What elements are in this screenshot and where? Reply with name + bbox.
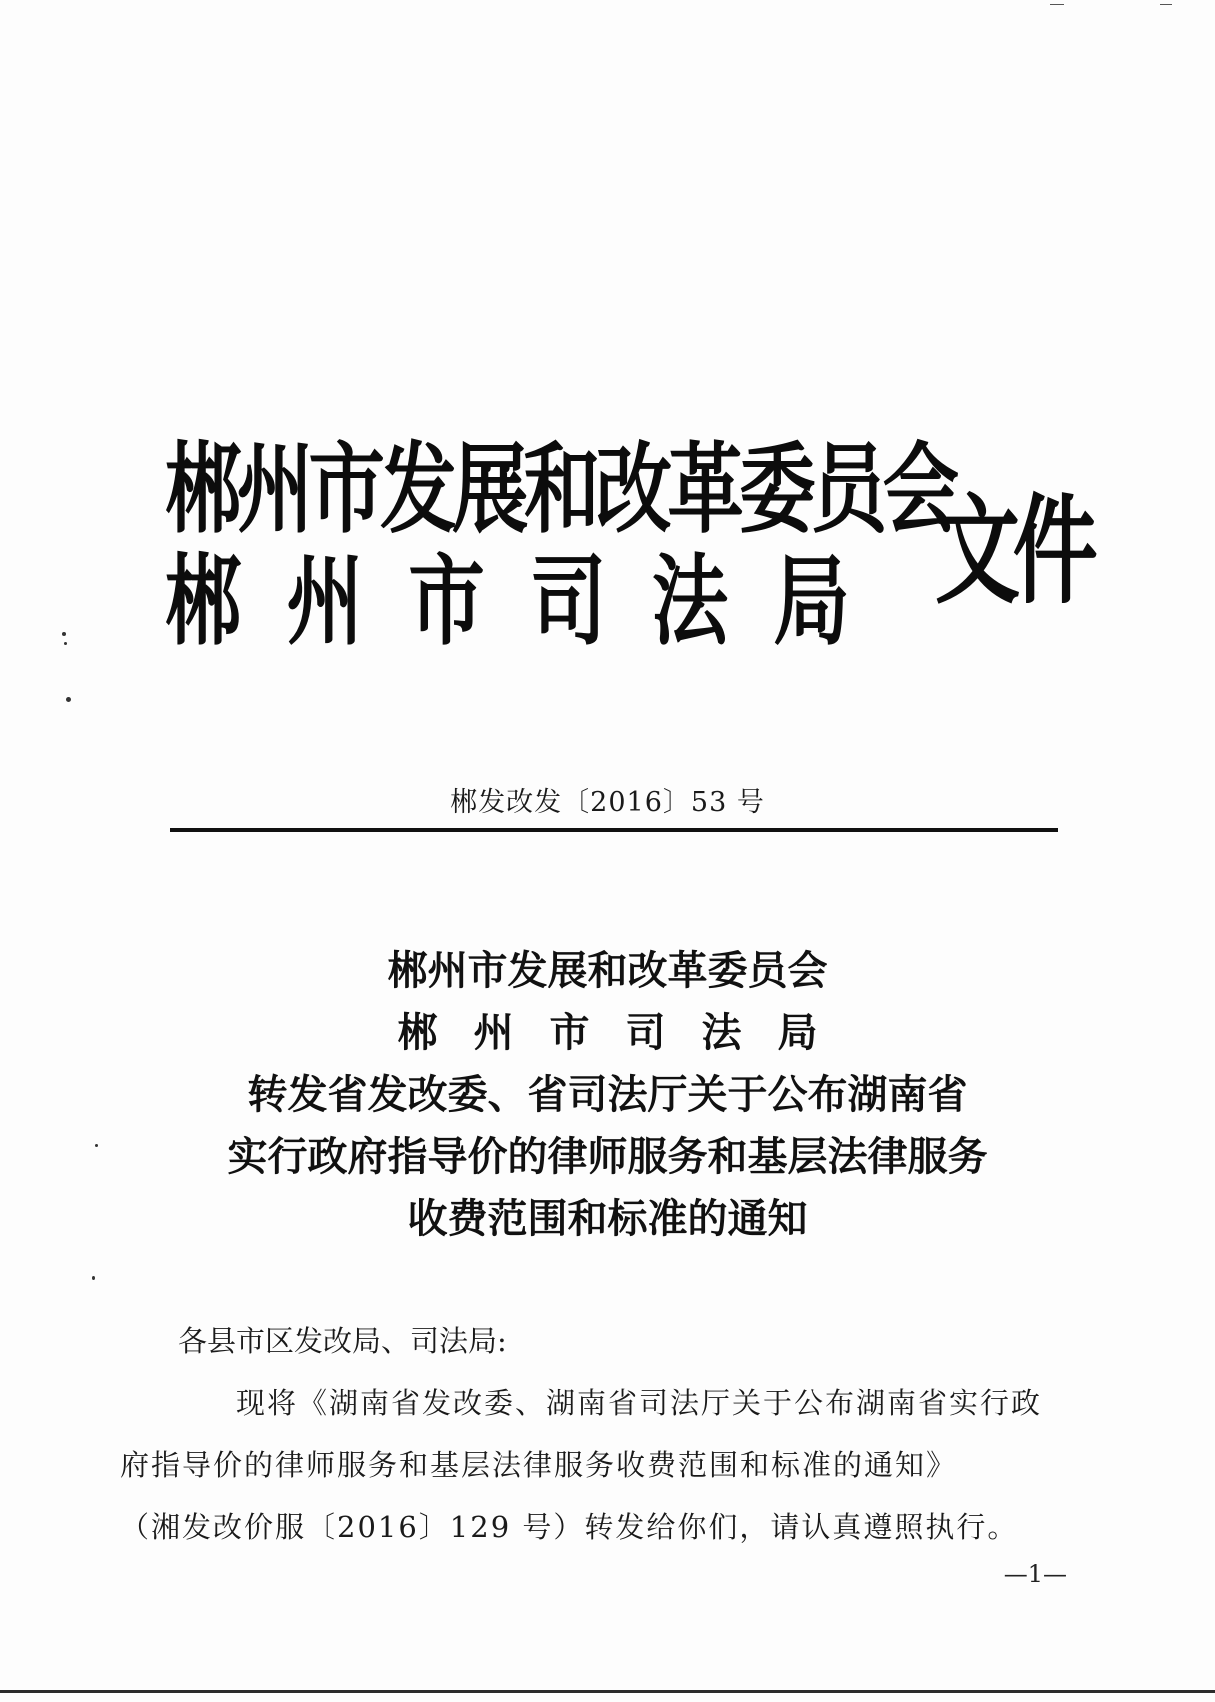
paragraph-line: 现将《湖南省发改委、湖南省司法厅关于公布湖南省实行政 (236, 1386, 1043, 1420)
scan-speck (62, 632, 66, 636)
scan-speck (92, 1276, 95, 1280)
paragraph-line: 府指导价的律师服务和基层法律服务收费范围和标准的通知》 (120, 1448, 958, 1482)
document-title (0, 940, 1215, 1250)
scan-speck (64, 642, 67, 645)
header-divider (170, 828, 1058, 832)
issuer-name-2: 郴州市司法局 (165, 545, 896, 659)
document-suffix: 文件 (935, 482, 1091, 620)
page-number: —1— (1003, 1560, 1067, 1588)
title-line: 转发省发改委、省司法厅关于公布湖南省 (247, 1071, 968, 1118)
salutation: 各县市区发改局、司法局: (178, 1324, 507, 1358)
document-body (120, 1310, 1078, 1558)
scan-speck (95, 1144, 98, 1147)
letterhead (165, 433, 1091, 680)
title-line: 郴州市发展和改革委员会 (387, 947, 828, 994)
title-line: 收费范围和标准的通知 (407, 1195, 808, 1242)
scan-edge (0, 1690, 1215, 1693)
scan-mark (1160, 4, 1172, 5)
document-number: 郴发改发〔2016〕53 号 (450, 787, 765, 818)
scan-mark (1050, 4, 1064, 5)
issuer-name-1: 郴州市发展和改革委员会 (165, 433, 955, 547)
title-line: 实行政府指导价的律师服务和基层法律服务 (227, 1133, 988, 1180)
body-paragraph (120, 1372, 1078, 1558)
paragraph-line: （湘发改价服〔2016〕129 号）转发给你们，请认真遵照执行。 (120, 1510, 1019, 1544)
title-line: 郴州市司法局 (397, 1009, 854, 1056)
scan-speck (66, 697, 71, 702)
